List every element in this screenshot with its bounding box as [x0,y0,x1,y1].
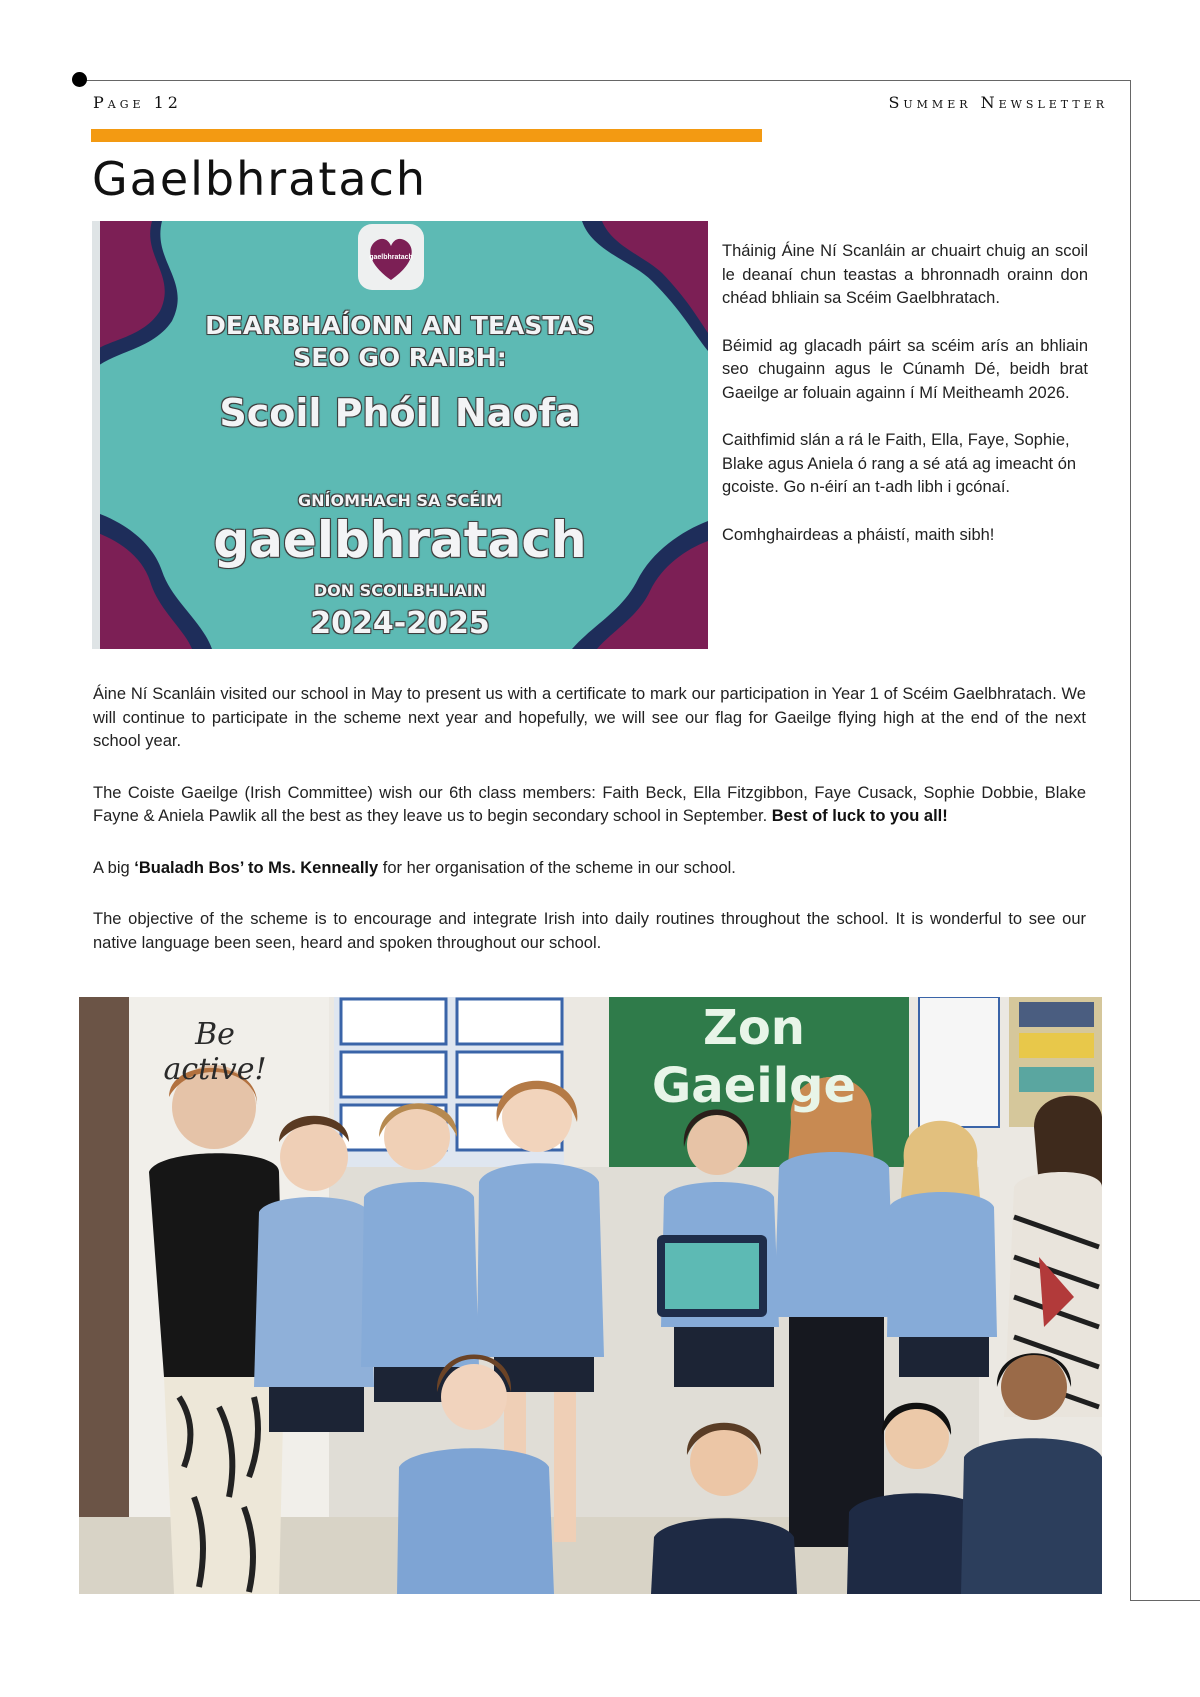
certificate-line-6: DON SCOILBHLIAIN [313,581,487,600]
irish-text-column [722,240,1088,571]
irish-paragraph-4: Comhghairdeas a pháistí, maith sibh! [722,525,995,544]
paragraph-3-text-start: A big [93,858,135,877]
banner-line-1: Zon [703,1000,805,1056]
english-paragraph-3 [93,857,1086,881]
banner-line-2: Gaeilge [651,1058,857,1114]
page-frame-right [1130,80,1131,1600]
certificate-year: 2024-2025 [310,606,490,641]
certificate-line-1: DEARBHAÍONN AN TEASTAS [205,311,595,340]
certificate-photo [92,221,708,649]
be-active-sign: Be active! [163,1017,267,1087]
page-frame-bottom [1130,1600,1200,1601]
irish-paragraph-1: Tháinig Áine Ní Scanláin ar chuairt chuig an scoil le deanaí chun teastas a bhronnadh orainn don chéad bhliain sa Scéim Gaelbhratach. [722,242,1088,307]
accent-bar [91,129,762,142]
page-number: Page 12 [93,93,182,112]
irish-paragraph-2: Béimid ag glacadh páirt sa scéim arís an bhliain seo chugainn agus le Cúnamh Dé, beidh brat Gaeilge ar foluain againn í Mí Meitheamh 2026. [722,336,1088,402]
english-paragraph-2 [93,782,1086,829]
zon-gaeilge-banner [624,999,884,1115]
english-paragraph-4: The objective of the scheme is to encourage and integrate Irish into daily routines throughout the school. It is wonderful to see our native language been seen, heard and spoken throughout our school. [93,910,1086,952]
page-frame-top [80,80,1131,81]
english-paragraph-1: Áine Ní Scanláin visited our school in May to present us with a certificate to mark our participation in Year 1 of Scéim Gaelbhratach. We will continue to participate in the scheme next year and hopefully, we will see our flag for Gaeilge flying high at the end of the next school year. [93,685,1086,750]
group-photo [79,997,1102,1594]
paragraph-3-text-end: for her organisation of the scheme in our school. [378,858,736,877]
paragraph-2-bold: Best of luck to you all! [771,807,948,825]
irish-paragraph-3: Caithfimid slán a rá le Faith, Ella, Faye, Sophie, Blake agus Aniela ó rang a sé atá ag imeacht ón gcoiste. Go n-éirí an t-adh libh i gcónaí. [722,431,1077,496]
certificate-school-name: Scoil Phóil Naofa [219,391,581,435]
frame-bullet [72,72,87,87]
paragraph-2-text: The Coiste Gaeilge (Irish Committee) wish our 6th class members: Faith Beck, Ella Fitzgibbon, Faye Cusack, Sophie Dobbie, Blake Fayne & Aniela Pawlik all the best as they leave us to begin secondary school in September. [93,783,1086,825]
paragraph-3-bold: ‘Bualadh Bos’ to Ms. Kenneally [134,858,379,877]
newsletter-title: Summer Newsletter [888,93,1108,112]
certificate-scheme-name: gaelbhratach [213,511,587,569]
logo-label: gaelbhratach [369,254,413,261]
certificate-line-4: GNÍOMHACH SA SCÉIM [297,491,503,510]
certificate-line-2: SEO GO RAIBH: [293,343,507,372]
english-text-body [93,683,1086,983]
article-title: Gaelbhratach [92,152,428,206]
